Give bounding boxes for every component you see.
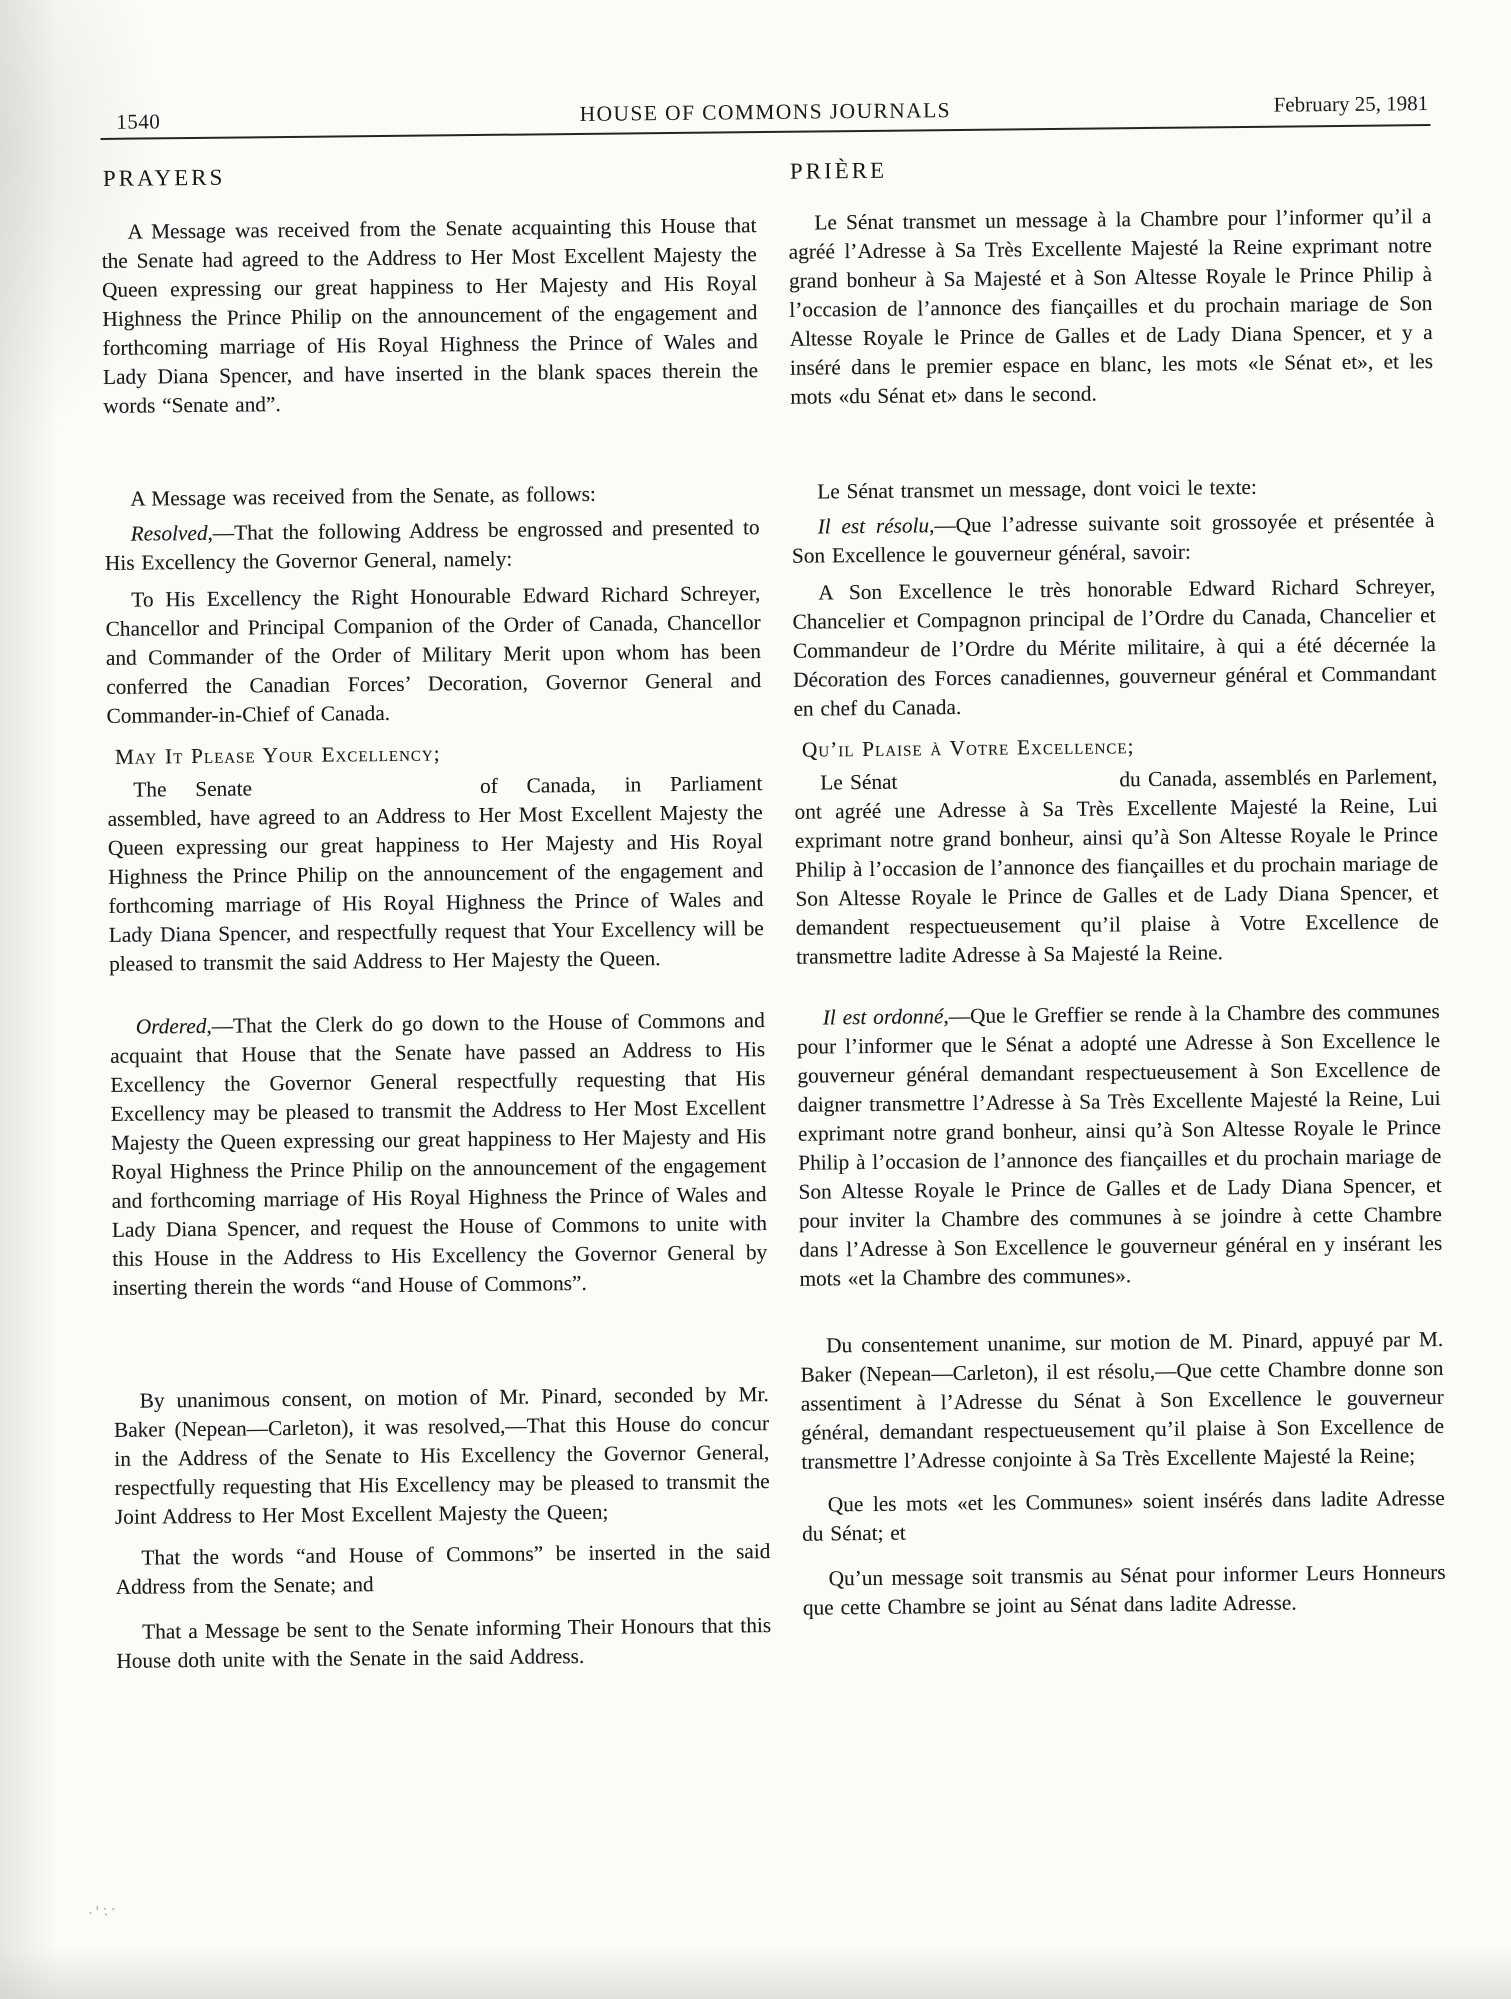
italic-lead: Il est résolu xyxy=(817,513,930,539)
paragraph xyxy=(802,1558,1446,1623)
paragraph xyxy=(110,1006,768,1303)
paragraph xyxy=(791,506,1435,571)
address-salutation xyxy=(794,729,1437,765)
header-title: HOUSE OF COMMONS JOURNALS xyxy=(579,98,952,126)
text-run: Qu’un message soit transmis au Sénat pour informer Leurs Honneurs que cette Chambre se joint au Sénat dans ladite Adresse. xyxy=(802,1559,1446,1620)
text-run: A Message was received from the Senate acquainting this House that the Senate had agreed to the Address to Her Most Excellent Majesty the Queen expressing our great happiness to Her Majesty and His Royal Highness the Prince Philip on the announcement of the engagement and forthcoming marriage of His Royal Highness the Prince of Wales and Lady Diana Spencer, and have inserted in the blank spaces therein the words “Senate and”. xyxy=(101,213,759,418)
paragraph xyxy=(794,762,1439,972)
page-number: 1540 xyxy=(116,109,161,134)
column-french xyxy=(788,152,1447,1669)
text-run: du Canada, assemblés en Parlement, ont agréé une Adresse à Sa Très Excellente Majesté la Reine, Lui exprimant notre grand bonheur, ainsi qu’à Son Altesse Royale le Prince Philip à l’occasion de l’annonce des fiançailles et du prochain mariage de Son Altesse Royale le Prince de Galles et de Lady Diana Spencer, et demandent respectueusement qu’il plaise à Votre Excellence de transmettre ladite Adresse à Sa Majesté la Reine. xyxy=(794,763,1439,969)
blank-space xyxy=(897,785,1119,788)
pencil-marks: ·':· xyxy=(86,1899,121,1923)
paragraph xyxy=(116,1611,772,1676)
paragraph xyxy=(788,202,1433,412)
paragraph xyxy=(802,1484,1446,1549)
text-run: The Senate xyxy=(133,776,253,802)
paragraph xyxy=(115,1537,771,1602)
blank-space xyxy=(252,792,480,795)
page-content xyxy=(100,79,1447,1676)
paragraph xyxy=(797,997,1443,1294)
text-run: By unanimous consent, on motion of Mr. Pinard, seconded by Mr. Baker (Nepean—Carleton), it was resolved,—That this House do concur in the Address of the Senate to His Excellency the Governor General, respectfully requesting that His Excellency may be pleased to transmit the Joint Address to Her Most Excellent Majesty the Queen; xyxy=(113,1382,770,1529)
text-run: That the words “and House of Commons” be inserted in the said Address from the Senate; and xyxy=(115,1539,771,1599)
text-run: of Canada, in Parliament assembled, have agreed to an Address to Her Most Excellent Majesty the Queen expressing our great happiness to Her Majesty and His Royal Highness the Prince Philip on the announcement of the engagement and forthcoming marriage of His Royal Highness the Prince of Wales and Lady Diana Spencer, and respectfully request that Your Excellency will be pleased to transmit the said Address to Her Majesty the Queen. xyxy=(107,771,764,976)
text-run: ,—That the following Address be engrossed and presented to His Excellency the Governor General, namely: xyxy=(104,515,760,575)
address-salutation xyxy=(107,736,762,772)
text-run: ,—Que l’adresse suivante soit grossoyée et présentée à Son Excellence le gouverneur général, savoir: xyxy=(791,508,1435,568)
column-english xyxy=(101,159,772,1676)
paragraph xyxy=(114,1380,770,1532)
paragraph xyxy=(105,579,761,731)
paragraph xyxy=(105,513,761,578)
italic-lead: Il est ordonné xyxy=(822,1004,944,1030)
text-run: Qu’il Plaise à Votre Excellence; xyxy=(801,734,1135,762)
text-run: Que les mots «et les Communes» soient insérés dans ladite Adresse du Sénat; et xyxy=(802,1485,1445,1546)
text-run: A Son Excellence le très honorable Edward Richard Schreyer, Chancelier et Compagnon principal de l’Ordre du Canada, Chancelier et Commandeur de l’Ordre du Mérite militaire, à qui a été décernée la Décoration des Forces canadiennes, gouverneur général et Commandant en chef du Canada. xyxy=(792,574,1437,721)
text-run: Le Sénat transmet un message à la Chambre pour l’informer qu’il a agréé l’Adresse à Sa Très Excellente Majesté la Reine exprimant notre grand bonheur à Sa Majesté et à Son Altesse Royale le Prince Philip à l’occasion de l’annonce des fiançailles et du prochain mariage de Son Altesse Royale le Prince de Galles et de Lady Diana Spencer, et y a inséré dans le premier espace en blanc, les mots «le Sénat et», et les mots «du Sénat et» dans le second. xyxy=(788,204,1434,409)
text-run: Le Sénat xyxy=(820,769,898,795)
text-run: To His Excellency the Right Honourable Edward Richard Schreyer, Chancellor and Principal Companion of the Order of Canada, Chancellor and Commander of the Order of Military Merit upon whom has been conferred the Canadian Forces’ Decoration, Governor General and Commander-in-Chief of Canada. xyxy=(105,581,762,728)
text-run: ,—That the Clerk do go down to the House of Commons and acquaint that House that the Senate have passed an Address to His Excellency the Governor General respectfully requesting that His Excellency may be pleased to transmit the Address to Her Most Excellent Majesty the Queen expressing our great happiness to Her Majesty and His Royal Highness the Prince Philip on the announcement of the engagement and forthcoming marriage of His Royal Highness the Prince of Wales and Lady Diana Spencer, and request the House of Commons to unite with this House in the Address to His Excellency the Governor General by inserting therein the words “and House of Commons”. xyxy=(109,1008,768,1300)
text-run: Du consentement unanime, sur motion de M. Pinard, appuyé par M. Baker (Nepean—Carleton), il est résolu,—Que cette Chambre donne son assentiment à l’Adresse du Sénat à Son Excellence le gouverneur général, demandant respectueusement qu’il plaise à Son Excellence de transmettre l’Adresse conjointe à Sa Très Excellente Majesté la Reine; xyxy=(800,1326,1445,1474)
text-run: That a Message be sent to the Senate informing Their Honours that this House doth unite with the Senate in the said Address. xyxy=(116,1613,772,1673)
paragraph xyxy=(792,572,1436,724)
text-run: Le Sénat transmet un message, dont voici le texte: xyxy=(817,474,1257,504)
paragraph xyxy=(791,471,1434,507)
paragraph xyxy=(107,769,764,979)
text-run: May It Please Your Excellency; xyxy=(114,741,441,769)
two-column-body xyxy=(101,152,1447,1676)
text-run: ,—Que le Greffier se rende à la Chambre des communes pour l’informer que le Sénat a adopté une Adresse à Son Excellence le gouverneur général demandant respectueusement à Son Excellence de daigner transmettre l’Adresse à Sa Très Excellente Majesté la Reine, Lui exprimant notre grand bonheur, ainsi qu’à Son Altesse Royale le Prince Philip à l’occasion de l’annonce des fiançailles et du prochain mariage de Son Altesse Royale le Prince de Galles et de Lady Diana Spencer, et pour inviter la Chambre des communes à se joindre à cette Chambre dans l’Adresse à Son Excellence le gouverneur général en y insérant les mots «et la Chambre des communes». xyxy=(796,998,1443,1291)
section-heading: PRIÈRE xyxy=(789,157,888,184)
italic-lead: Resolved xyxy=(130,520,208,546)
text-run: A Message was received from the Senate, as follows: xyxy=(130,481,596,511)
paragraph xyxy=(104,478,759,514)
paragraph xyxy=(101,211,758,421)
section-heading: PRAYERS xyxy=(102,164,226,191)
header-date: February 25, 1981 xyxy=(1273,91,1429,117)
paragraph xyxy=(800,1325,1444,1477)
italic-lead: Ordered xyxy=(135,1013,207,1039)
